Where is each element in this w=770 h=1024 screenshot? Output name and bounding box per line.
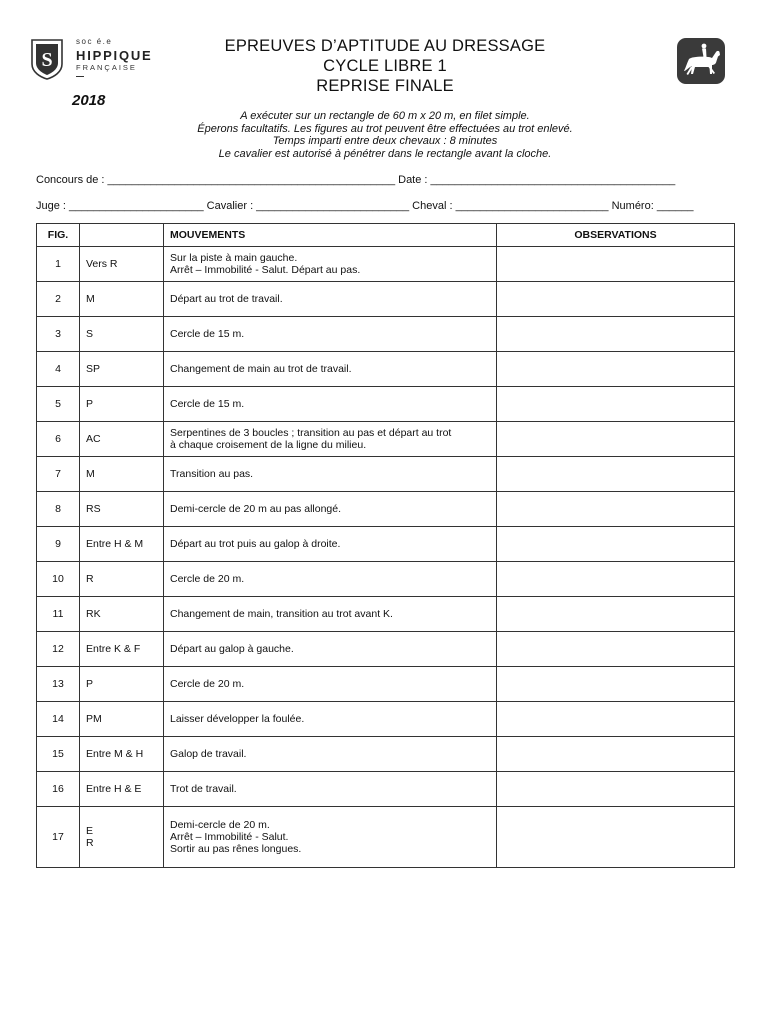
lettre-cell: Vers R bbox=[80, 247, 164, 282]
table-row bbox=[37, 422, 735, 457]
lettre-cell: RK bbox=[80, 597, 164, 632]
lettre-cell: Entre H & E bbox=[80, 772, 164, 807]
svg-text:S: S bbox=[41, 49, 53, 71]
lettre-cell: P bbox=[80, 387, 164, 422]
lettre-cell: E R bbox=[80, 807, 164, 868]
observation-cell[interactable] bbox=[497, 667, 735, 702]
observation-cell[interactable] bbox=[497, 807, 735, 868]
fig-cell: 15 bbox=[37, 737, 80, 772]
header-lettre bbox=[80, 224, 164, 247]
fig-cell: 10 bbox=[37, 562, 80, 597]
lettre-cell: M bbox=[80, 457, 164, 492]
table-row bbox=[37, 247, 735, 282]
mouvement-cell: Galop de travail. bbox=[164, 737, 497, 772]
table-row bbox=[37, 702, 735, 737]
table-row bbox=[37, 807, 735, 868]
observation-cell[interactable] bbox=[497, 422, 735, 457]
table-row bbox=[37, 317, 735, 352]
table-row bbox=[37, 457, 735, 492]
table-row bbox=[37, 527, 735, 562]
mouvement-cell: Demi-cercle de 20 m au pas allongé. bbox=[164, 492, 497, 527]
lettre-cell: Entre M & H bbox=[80, 737, 164, 772]
mouvement-cell: Demi-cercle de 20 m. Arrêt – Immobilité - Salut. Sortir au pas rênes longues. bbox=[164, 807, 497, 868]
lettre-cell: SP bbox=[80, 352, 164, 387]
mouvement-cell: Trot de travail. bbox=[164, 772, 497, 807]
lettre-cell: AC bbox=[80, 422, 164, 457]
title-line-3: REPRISE FINALE bbox=[316, 77, 454, 95]
instruction-line: Le cavalier est autorisé à pénétrer dans le rectangle avant la cloche. bbox=[218, 147, 552, 160]
fig-cell: 1 bbox=[37, 247, 80, 282]
lettre-cell: PM bbox=[80, 702, 164, 737]
header-fig: FIG. bbox=[37, 224, 80, 247]
observation-cell[interactable] bbox=[497, 772, 735, 807]
observation-cell[interactable] bbox=[497, 562, 735, 597]
table-row bbox=[37, 492, 735, 527]
lettre-cell: M bbox=[80, 282, 164, 317]
mouvement-cell: Laisser développer la foulée. bbox=[164, 702, 497, 737]
lettre-cell: Entre K & F bbox=[80, 632, 164, 667]
observation-cell[interactable] bbox=[497, 527, 735, 562]
fig-cell: 6 bbox=[37, 422, 80, 457]
lettre-cell: Entre H & M bbox=[80, 527, 164, 562]
observation-cell[interactable] bbox=[497, 737, 735, 772]
instruction-line: Temps imparti entre deux chevaux : 8 minutes bbox=[272, 135, 498, 147]
concours-date-field[interactable]: Concours de : _______________________________________________ Date : ________________________________________ bbox=[36, 174, 676, 186]
instructions-block bbox=[100, 110, 670, 160]
observation-cell[interactable] bbox=[497, 492, 735, 527]
fig-cell: 14 bbox=[37, 702, 80, 737]
table-row bbox=[37, 282, 735, 317]
observation-cell[interactable] bbox=[497, 387, 735, 422]
juge-cavalier-cheval-field[interactable]: Juge : ______________________ Cavalier : _________________________ Cheval : _________________________ Numéro: ______ bbox=[36, 200, 694, 212]
observation-cell[interactable] bbox=[497, 702, 735, 737]
fig-cell: 9 bbox=[37, 527, 80, 562]
observation-cell[interactable] bbox=[497, 352, 735, 387]
mouvement-cell: Transition au pas. bbox=[164, 457, 497, 492]
movements-table bbox=[36, 223, 735, 868]
fig-cell: 16 bbox=[37, 772, 80, 807]
observation-cell[interactable] bbox=[497, 597, 735, 632]
fig-cell: 4 bbox=[37, 352, 80, 387]
mouvement-cell: Changement de main, transition au trot avant K. bbox=[164, 597, 497, 632]
observation-cell[interactable] bbox=[497, 247, 735, 282]
year-label: 2018 bbox=[72, 92, 106, 109]
table-row bbox=[37, 387, 735, 422]
instruction-line: Éperons facultatifs. Les figures au trot peuvent être effectuées au trot enlevé. bbox=[197, 122, 573, 135]
header-observations: OBSERVATIONS bbox=[497, 224, 735, 247]
table-row bbox=[37, 737, 735, 772]
table-row bbox=[37, 632, 735, 667]
lettre-cell: RS bbox=[80, 492, 164, 527]
title-line-2: CYCLE LIBRE 1 bbox=[323, 57, 447, 75]
fig-cell: 17 bbox=[37, 807, 80, 868]
lettre-cell: S bbox=[80, 317, 164, 352]
table-row bbox=[37, 597, 735, 632]
fig-cell: 2 bbox=[37, 282, 80, 317]
fig-cell: 11 bbox=[37, 597, 80, 632]
observation-cell[interactable] bbox=[497, 317, 735, 352]
mouvement-cell: Cercle de 20 m. bbox=[164, 562, 497, 597]
page-title bbox=[170, 36, 600, 96]
fig-cell: 8 bbox=[37, 492, 80, 527]
mouvement-cell: Sur la piste à main gauche. Arrêt – Immobilité - Salut. Départ au pas. bbox=[164, 247, 497, 282]
mouvement-cell: Cercle de 20 m. bbox=[164, 667, 497, 702]
logo-soc-text: soc é.e bbox=[76, 37, 113, 46]
fig-cell: 13 bbox=[37, 667, 80, 702]
fig-cell: 7 bbox=[37, 457, 80, 492]
title-line-1: EPREUVES D’APTITUDE AU DRESSAGE bbox=[224, 37, 546, 55]
fig-cell: 5 bbox=[37, 387, 80, 422]
table-row bbox=[37, 562, 735, 597]
table-row bbox=[37, 772, 735, 807]
mouvement-cell: Cercle de 15 m. bbox=[164, 317, 497, 352]
fig-cell: 12 bbox=[37, 632, 80, 667]
mouvement-cell: Départ au trot puis au galop à droite. bbox=[164, 527, 497, 562]
mouvement-cell: Changement de main au trot de travail. bbox=[164, 352, 497, 387]
logo-sub-text: FRANÇAISE bbox=[76, 63, 137, 72]
dressage-horse-rider-icon bbox=[677, 38, 725, 84]
header-mouvements: MOUVEMENTS bbox=[164, 224, 497, 247]
mouvement-cell: Départ au trot de travail. bbox=[164, 282, 497, 317]
instruction-line: A exécuter sur un rectangle de 60 m x 20 m, en filet simple. bbox=[240, 110, 530, 122]
federation-logo bbox=[24, 34, 174, 86]
shield-sh-monogram-icon bbox=[30, 38, 64, 80]
table-header-row bbox=[37, 224, 735, 247]
lettre-cell: P bbox=[80, 667, 164, 702]
observation-cell[interactable] bbox=[497, 632, 735, 667]
table-row bbox=[37, 667, 735, 702]
observation-cell[interactable] bbox=[497, 282, 735, 317]
mouvement-cell: Départ au galop à gauche. bbox=[164, 632, 497, 667]
mouvement-cell: Serpentines de 3 boucles ; transition au pas et départ au trot à chaque croisement de la ligne du milieu. bbox=[164, 422, 497, 457]
lettre-cell: R bbox=[80, 562, 164, 597]
observation-cell[interactable] bbox=[497, 457, 735, 492]
mouvement-cell: Cercle de 15 m. bbox=[164, 387, 497, 422]
fig-cell: 3 bbox=[37, 317, 80, 352]
logo-main-text: HIPPIQUE bbox=[76, 48, 153, 63]
logo-dash bbox=[76, 76, 84, 77]
table-row bbox=[37, 352, 735, 387]
